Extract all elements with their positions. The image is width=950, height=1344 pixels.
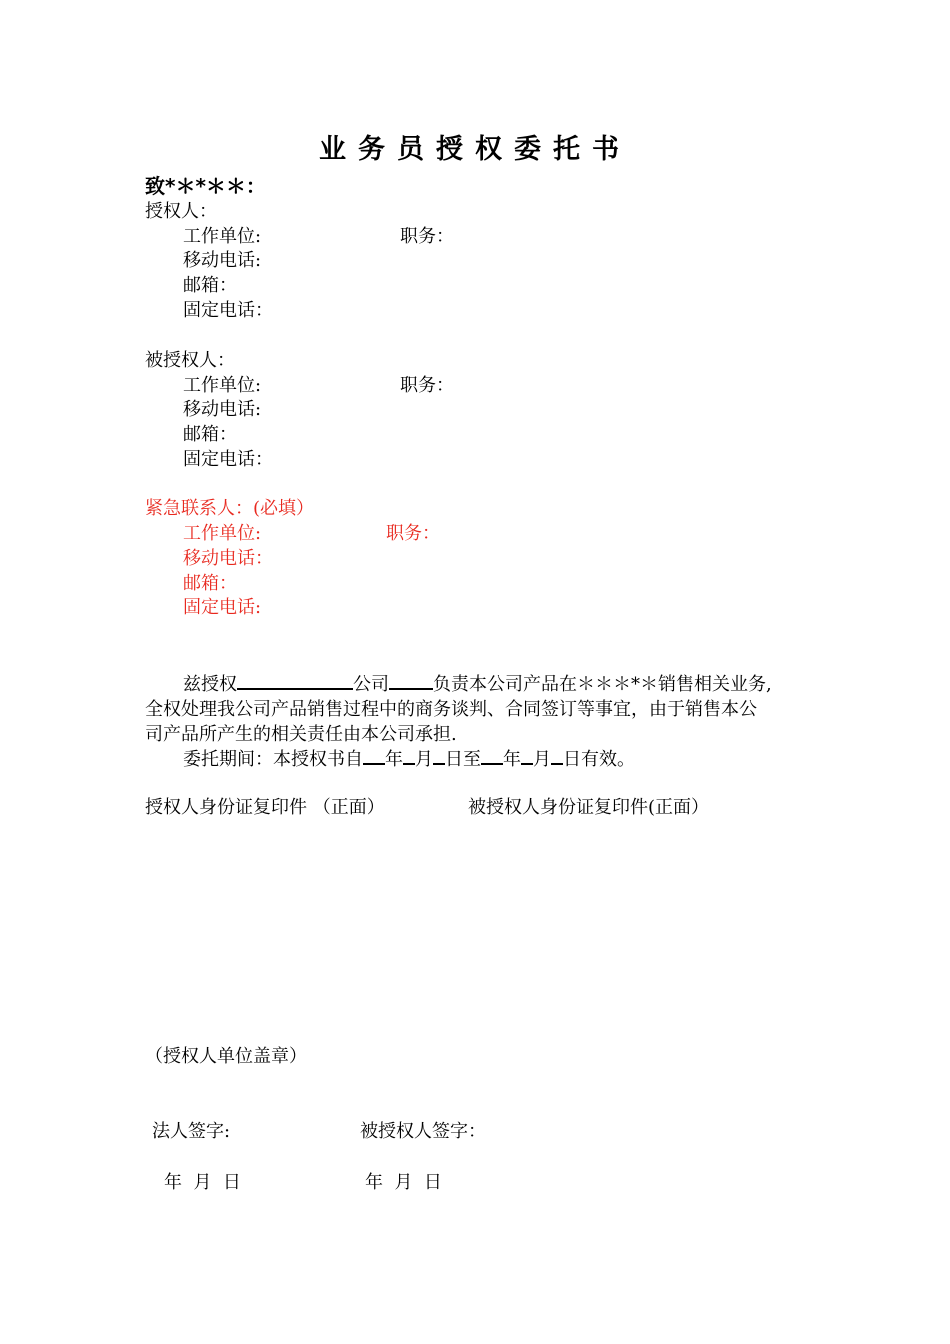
authorization-text-c: 负责本公司产品在＊＊＊*＊销售相关业务, (433, 674, 772, 695)
emergency-email-label: 邮箱： (183, 573, 237, 594)
emergency-position-label: 职务： (386, 523, 440, 544)
legal-rep-date: 年 月 日 (164, 1172, 241, 1193)
grantee-landline-label: 固定电话： (183, 449, 273, 470)
period-text: 委托期间：本授权书自 (183, 749, 363, 770)
grantor-position-label: 职务： (400, 226, 454, 247)
start-year-label: 年 (385, 749, 403, 770)
grantor-landline-label: 固定电话： (183, 300, 273, 321)
authorization-line-1 (145, 672, 810, 697)
agent-name-blank (389, 672, 433, 690)
grantor-mobile-label: 移动电话: (183, 250, 262, 271)
grantee-work-unit-label: 工作单位: (183, 375, 262, 396)
grantee-email-label: 邮箱： (183, 424, 237, 445)
grantee-id-copy-label: 被授权人身份证复印件(正面） (468, 797, 710, 818)
end-month-label: 月 (533, 749, 551, 770)
addressee-line: 致*＊*＊＊： (145, 174, 266, 198)
start-month-blank (403, 747, 415, 765)
grantor-work-unit-label: 工作单位: (183, 226, 262, 247)
legal-rep-signature-label: 法人签字: (152, 1121, 231, 1142)
grantee-heading: 被授权人： (145, 350, 235, 371)
authorization-line-3: 司产品所产生的相关责任由本公司承担. (145, 724, 457, 745)
end-day-blank (551, 747, 563, 765)
grantee-mobile-label: 移动电话: (183, 399, 262, 420)
start-month-label: 月 (415, 749, 433, 770)
grantor-email-label: 邮箱： (183, 275, 237, 296)
grantee-position-label: 职务： (400, 375, 454, 396)
end-year-label: 年 (503, 749, 521, 770)
end-year-blank (481, 747, 503, 765)
authorization-text-b: 公司 (353, 674, 389, 695)
grantor-heading: 授权人： (145, 201, 217, 222)
company-seal-label: （授权人单位盖章） (145, 1046, 307, 1067)
emergency-work-unit-label: 工作单位: (183, 523, 262, 544)
grantee-signature-label: 被授权人签字： (360, 1121, 486, 1142)
document-title: 业务员授权委托书 (319, 134, 631, 165)
end-month-blank (521, 747, 533, 765)
grantee-date: 年 月 日 (365, 1172, 442, 1193)
company-name-blank (237, 672, 353, 690)
emergency-landline-label: 固定电话: (183, 597, 262, 618)
authorization-paragraph (145, 672, 810, 772)
end-day-label: 日有效。 (563, 749, 635, 770)
grantor-id-copy-label: 授权人身份证复印件 （正面） (145, 797, 385, 818)
authorization-text-a: 兹授权 (183, 674, 237, 695)
authorization-line-2: 全权处理我公司产品销售过程中的商务谈判、合同签订等事宜，由于销售本公 (145, 699, 757, 720)
start-day-blank (433, 747, 445, 765)
emergency-mobile-label: 移动电话： (183, 548, 273, 569)
start-day-label: 日至 (445, 749, 481, 770)
start-year-blank (363, 747, 385, 765)
authorization-period-line (145, 747, 810, 772)
emergency-heading: 紧急联系人：(必填） (145, 498, 315, 519)
